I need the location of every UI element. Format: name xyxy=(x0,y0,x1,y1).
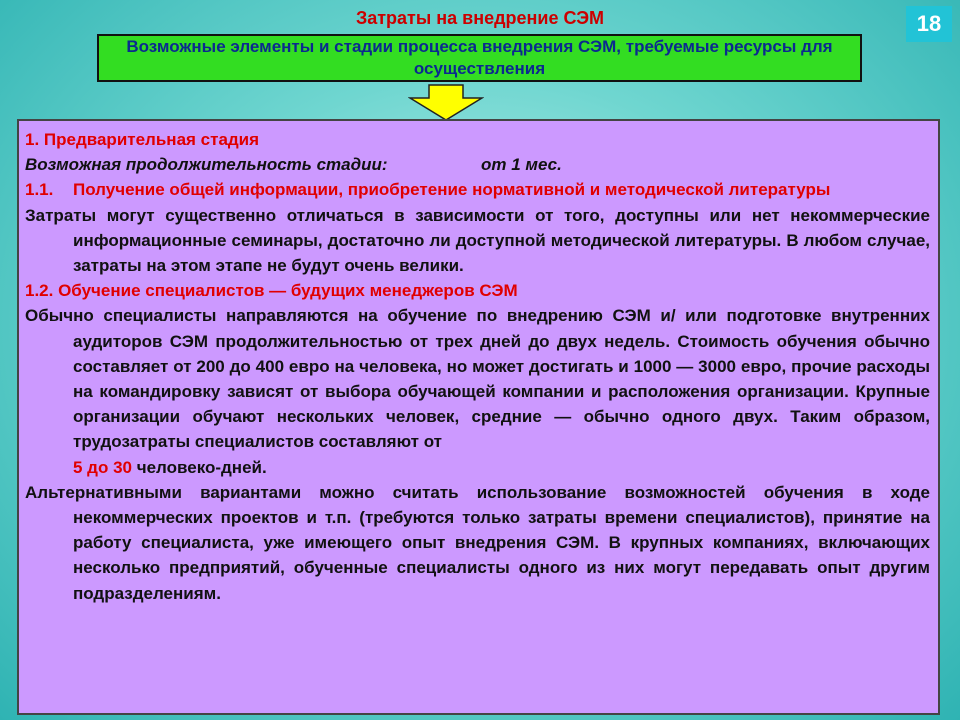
section-1-1-number: 1.1. xyxy=(25,180,54,200)
duration-line xyxy=(25,152,930,177)
duration-label: Возможная продолжительность стадии: xyxy=(25,155,388,175)
section-1-2-tail: человеко-дней. xyxy=(132,457,267,477)
section-1-1-heading xyxy=(25,177,930,202)
section-1-1-title: Получение общей информации, приобретение нормативной и методической литературы xyxy=(73,180,831,200)
header-text: Возможные элементы и стадии процесса внедрения СЭМ, требуемые ресурсы для осуществления xyxy=(126,37,833,78)
down-arrow-icon xyxy=(408,84,484,122)
section-1-1-text: Затраты могут существенно отличаться в зависимости от того, доступны или нет некоммерческие информационные семинары, достаточно ли доступной методической литературы. В любом случае, затраты на этом этапе не будут очень велики. xyxy=(25,205,930,276)
section-1-2-heading: 1.2. Обучение специалистов — будущих менеджеров СЭМ xyxy=(25,281,518,301)
highlight-days: 5 до 30 xyxy=(73,457,132,477)
header-box xyxy=(97,34,862,82)
page-number-badge: 18 xyxy=(906,6,952,42)
alternatives-text: Альтернативными вариантами можно считать использование возможностей обучения в ходе некоммерческих проектов и т.п. (требуются только затраты времени специалистов), принятие на работу специалиста, уже имеющего опыт внедрения СЭМ. В крупных компаниях, включающих несколько предприятий, обученные специалисты одного из них могут передавать опыт другим подразделениям. xyxy=(25,482,930,603)
section-1-2-body: Обычно специалисты направляются на обучение по внедрению СЭМ и/ или подготовке внутренних аудиторов СЭМ продолжительностью от трех дней до двух недель. Стоимость обучения обычно составляет от 200 до 400 евро на человека, но может достигать и 1000 — 3000 евро, прочие расходы на командировку зависят от выбора обучающей компании и расположения организации. Крупные организации обучают нескольких человек, средние — обычно одного двух. Таким образом, трудозатраты специалистов составляют от xyxy=(25,306,930,452)
stage-title: 1. Предварительная стадия xyxy=(25,130,260,149)
content-panel xyxy=(17,119,940,715)
duration-value: от 1 мес. xyxy=(481,155,562,175)
section-1-2-text xyxy=(25,303,930,479)
slide-title: Затраты на внедрение СЭМ xyxy=(355,8,605,28)
